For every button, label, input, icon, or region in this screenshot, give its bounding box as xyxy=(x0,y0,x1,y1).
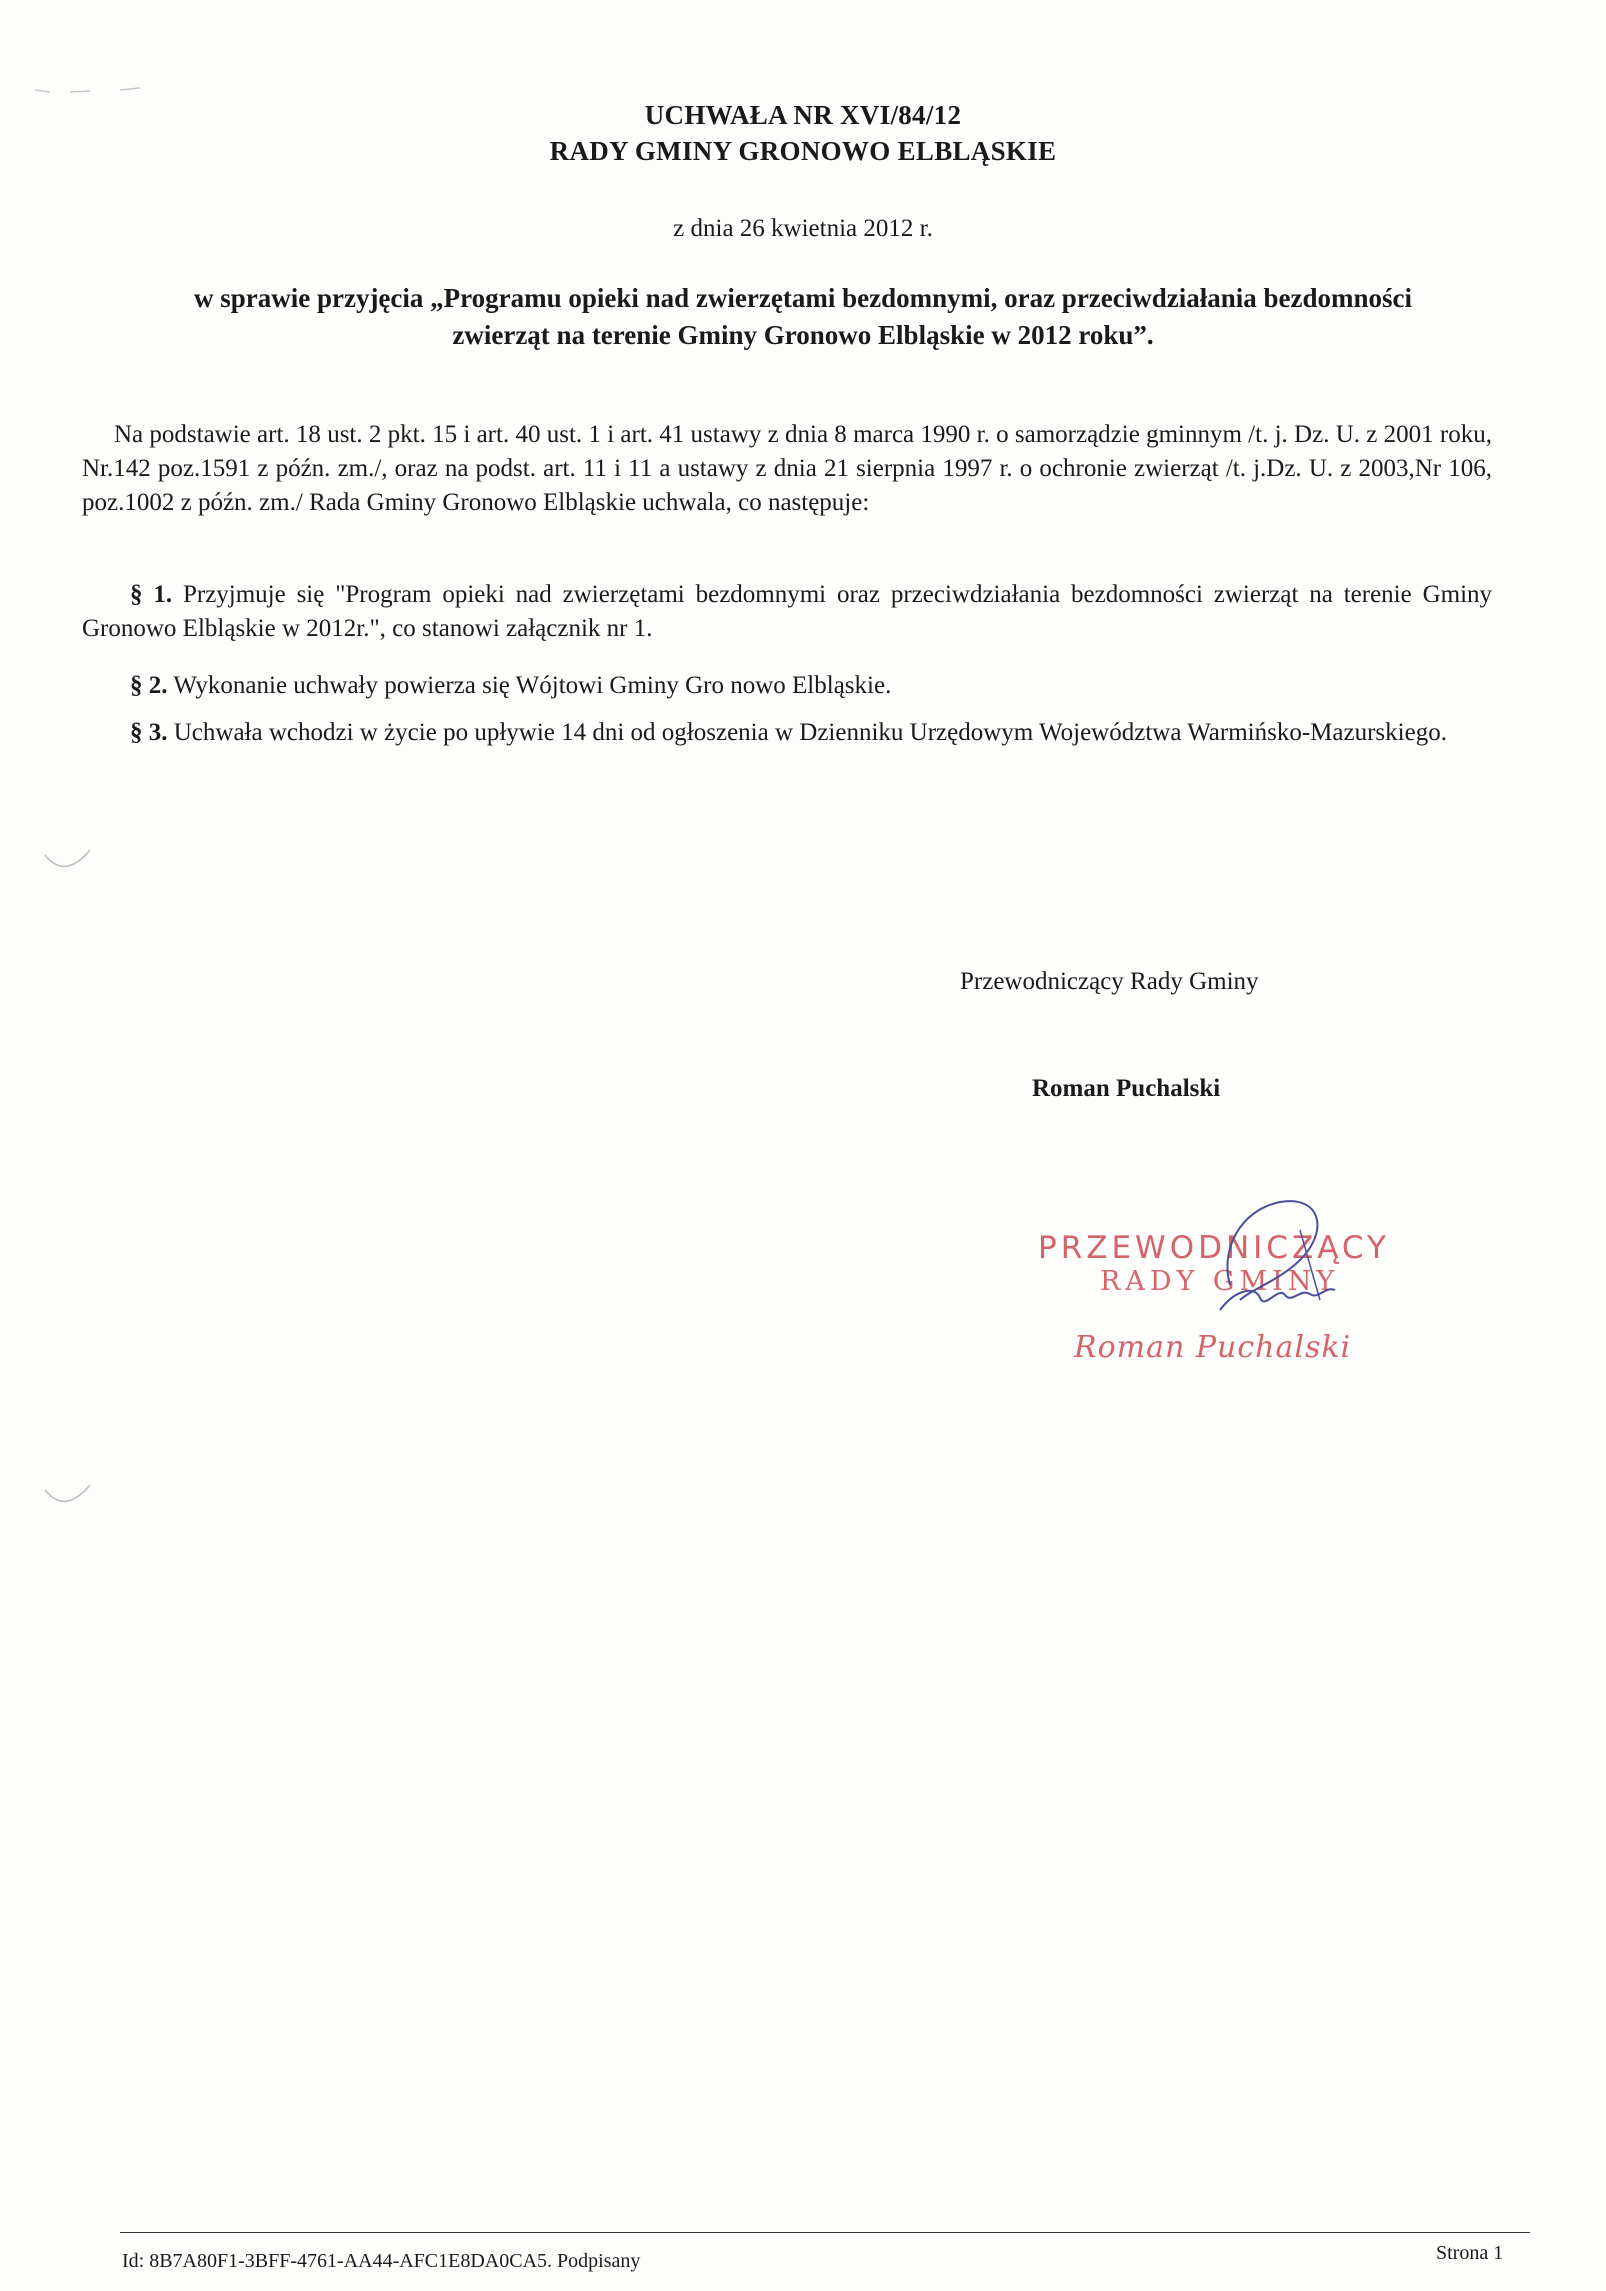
punch-hole-mark-top xyxy=(40,835,100,880)
paragraph-2-number: § 2. xyxy=(130,672,168,699)
paragraph-1-text: Przyjmuje się "Program opieki nad zwierzętami bezdomnymi oraz przeciwdziałania bezdomności zwierząt na terenie Gminy Gronowo Elbląskie w 2012r.", co stanowi załącznik nr 1. xyxy=(82,581,1493,642)
paragraph-2 xyxy=(82,669,1492,703)
paragraph-1-number: § 1. xyxy=(130,581,173,608)
punch-hole-mark-bottom xyxy=(40,1470,100,1515)
paragraph-3 xyxy=(82,716,1492,750)
paragraph-2-text: Wykonanie uchwały powierza się Wójtowi Gminy Gro nowo Elbląskie. xyxy=(173,672,892,699)
paragraph-1 xyxy=(82,578,1492,646)
stamp-title: PRZEWODNICZĄCY xyxy=(1038,1230,1390,1266)
footer-rule xyxy=(120,2232,1530,2233)
document-date: z dnia 26 kwietnia 2012 r. xyxy=(673,215,933,242)
document-title-line2: RADY GMINY GRONOWO ELBLĄSKIE xyxy=(549,136,1057,166)
paragraph-3-number: § 3. xyxy=(130,719,168,746)
official-stamp xyxy=(1030,1190,1450,1390)
footer-document-id: Id: 8B7A80F1-3BFF-4761-AA44-AFC1E8DA0CA5. Podpisany xyxy=(122,2250,641,2272)
stamp-subtitle: RADY GMINY xyxy=(1100,1266,1340,1297)
signature-role: Przewodniczący Rady Gminy xyxy=(960,968,1259,995)
paragraph-3-text: Uchwała wchodzi w życie po upływie 14 dni od ogłoszenia w Dzienniku Urzędowym Województwa Warmińsko-Mazurskiego. xyxy=(173,719,1447,746)
handwritten-signature xyxy=(1160,1190,1360,1330)
signature-name: Roman Puchalski xyxy=(1032,1075,1221,1102)
subject-line2: zwierząt na terenie Gminy Gronowo Elbląskie w 2012 roku”. xyxy=(452,320,1154,350)
footer-page-number: Strona 1 xyxy=(1436,2242,1504,2264)
document-title-line1: UCHWAŁA NR XVI/84/12 xyxy=(644,100,962,130)
stamp-name: Roman Puchalski xyxy=(1074,1330,1352,1365)
preamble: Na podstawie art. 18 ust. 2 pkt. 15 i art. 40 ust. 1 i art. 41 ustawy z dnia 8 marca 1990 r. o samorządzie gminnym /t. j. Dz. U. z 2001 roku, Nr.142 poz.1591 z późn. zm./, oraz na podst. art. 11 i 11 a ustawy z dnia 21 sierpnia 1997 r. o ochronie zwierząt /t. j.Dz. U. z 2003,Nr 106, poz.1002 z późn. zm./ Rada Gminy Gronowo Elbląskie uchwala, co następuje: xyxy=(82,421,1492,516)
subject-line1: w sprawie przyjęcia „Programu opieki nad zwierzętami bezdomnymi, oraz przeciwdziałania bezdomności xyxy=(193,283,1413,313)
